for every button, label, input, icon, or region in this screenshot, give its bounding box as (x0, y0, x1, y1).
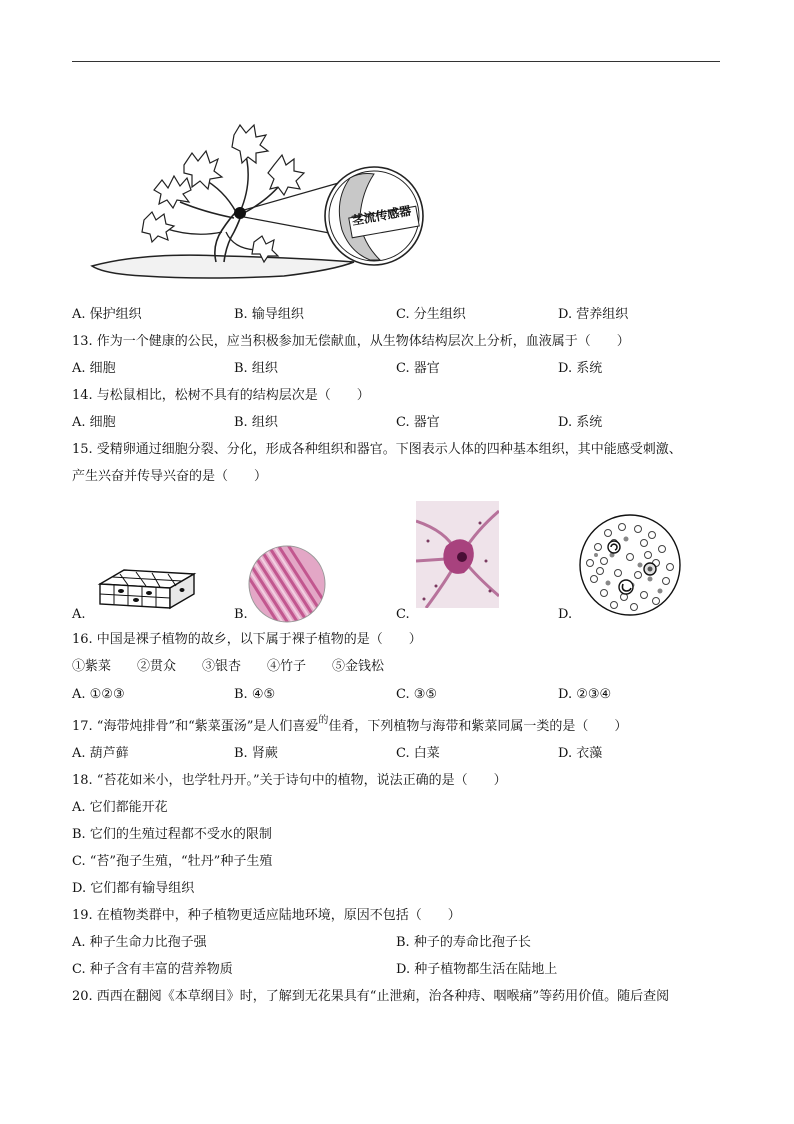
q19-option-d[interactable]: D. 种子植物都生活在陆地上 (396, 962, 558, 977)
q18-option-a[interactable]: A. 它们都能开花 (72, 800, 168, 815)
q18-option-c[interactable]: C. “苔”孢子生殖，“牡丹”种子生殖 (72, 854, 273, 869)
q17-stem-after: 佳肴，下列植物与海带和紫菜同属一类的是（ ） (328, 719, 628, 734)
q12-option-c[interactable]: C. 分生组织 (396, 307, 466, 322)
q17-option-b[interactable]: B. 肾蕨 (234, 746, 278, 761)
q19-stem: 19. 在植物类群中，种子植物更适应陆地环境，原因不包括（ ） (72, 908, 461, 923)
q15-option-d[interactable]: D. (558, 607, 573, 622)
q12-option-d[interactable]: D. 营养组织 (558, 307, 629, 322)
q19-option-c[interactable]: C. 种子含有丰富的营养物质 (72, 962, 233, 977)
q17-option-a[interactable]: A. 葫芦藓 (72, 746, 129, 761)
muscle-tissue-image (248, 545, 326, 623)
q14-stem: 14. 与松鼠相比，松树不具有的结构层次是（ ） (72, 388, 370, 403)
q18-stem: 18. “苔花如米小，也学牡丹开。”关于诗句中的植物，说法正确的是（ ） (72, 773, 507, 788)
q14-option-b[interactable]: B. 组织 (234, 415, 278, 430)
q15-stem-line2: 产生兴奋并传导兴奋的是（ ） (72, 469, 268, 484)
q12-option-a[interactable]: A. 保护组织 (72, 307, 142, 322)
q14-option-a[interactable]: A. 细胞 (72, 415, 116, 430)
q16-option-c[interactable]: C. ③⑤ (396, 687, 438, 702)
q16-option-a[interactable]: A. ①②③ (72, 687, 125, 702)
q12-option-b[interactable]: B. 输导组织 (234, 307, 304, 322)
q16-option-d[interactable]: D. ②③④ (558, 687, 612, 702)
q13-option-a[interactable]: A. 细胞 (72, 361, 116, 376)
q13-option-c[interactable]: C. 器官 (396, 361, 440, 376)
q14-option-d[interactable]: D. 系统 (558, 415, 603, 430)
q15-option-a[interactable]: A. (72, 607, 86, 622)
q18-option-d[interactable]: D. 它们都有输导组织 (72, 881, 195, 896)
q14-option-c[interactable]: C. 器官 (396, 415, 440, 430)
q15-option-b[interactable]: B. (234, 607, 248, 622)
plant-sensor-figure (84, 120, 434, 285)
q13-stem: 13. 作为一个健康的公民，应当积极参加无偿献血，从生物体结构层次上分析，血液属于（ ） (72, 334, 630, 349)
sensor-label: 茎流传感器 (350, 203, 413, 228)
q20-stem: 20. 西西在翻阅《本草纲目》时，了解到无花果具有“止泄痢，治各种痔、咽喉痛”等药用价值。随后查阅 (72, 989, 670, 1004)
q17-stem-sup: 的 (318, 715, 329, 726)
epithelial-tissue-image (96, 566, 198, 612)
q17-option-d[interactable]: D. 衣藻 (558, 746, 603, 761)
q16-option-b[interactable]: B. ④⑤ (234, 687, 276, 702)
nerve-tissue-image (416, 501, 499, 608)
q17-stem (72, 715, 628, 737)
q17-stem-before: 17. “海带炖排骨”和“紫菜蛋汤”是人们喜爱 (72, 719, 319, 734)
q19-option-a[interactable]: A. 种子生命力比孢子强 (72, 935, 207, 950)
q18-option-b[interactable]: B. 它们的生殖过程都不受水的限制 (72, 827, 272, 842)
q17-option-c[interactable]: C. 白菜 (396, 746, 440, 761)
q15-stem-line1: 15. 受精卵通过细胞分裂、分化，形成各种组织和器官。下图表示人体的四种基本组织，其中能感受刺激、 (72, 442, 682, 457)
q16-items: ①紫菜 ②贯众 ③银杏 ④竹子 ⑤金钱松 (72, 659, 385, 674)
q16-stem: 16. 中国是裸子植物的故乡，以下属于裸子植物的是（ ） (72, 632, 422, 647)
q13-option-d[interactable]: D. 系统 (558, 361, 603, 376)
header-rule (72, 61, 720, 62)
q15-option-c[interactable]: C. (396, 607, 410, 622)
blood-tissue-image (578, 513, 682, 617)
q19-option-b[interactable]: B. 种子的寿命比孢子长 (396, 935, 531, 950)
q13-option-b[interactable]: B. 组织 (234, 361, 278, 376)
